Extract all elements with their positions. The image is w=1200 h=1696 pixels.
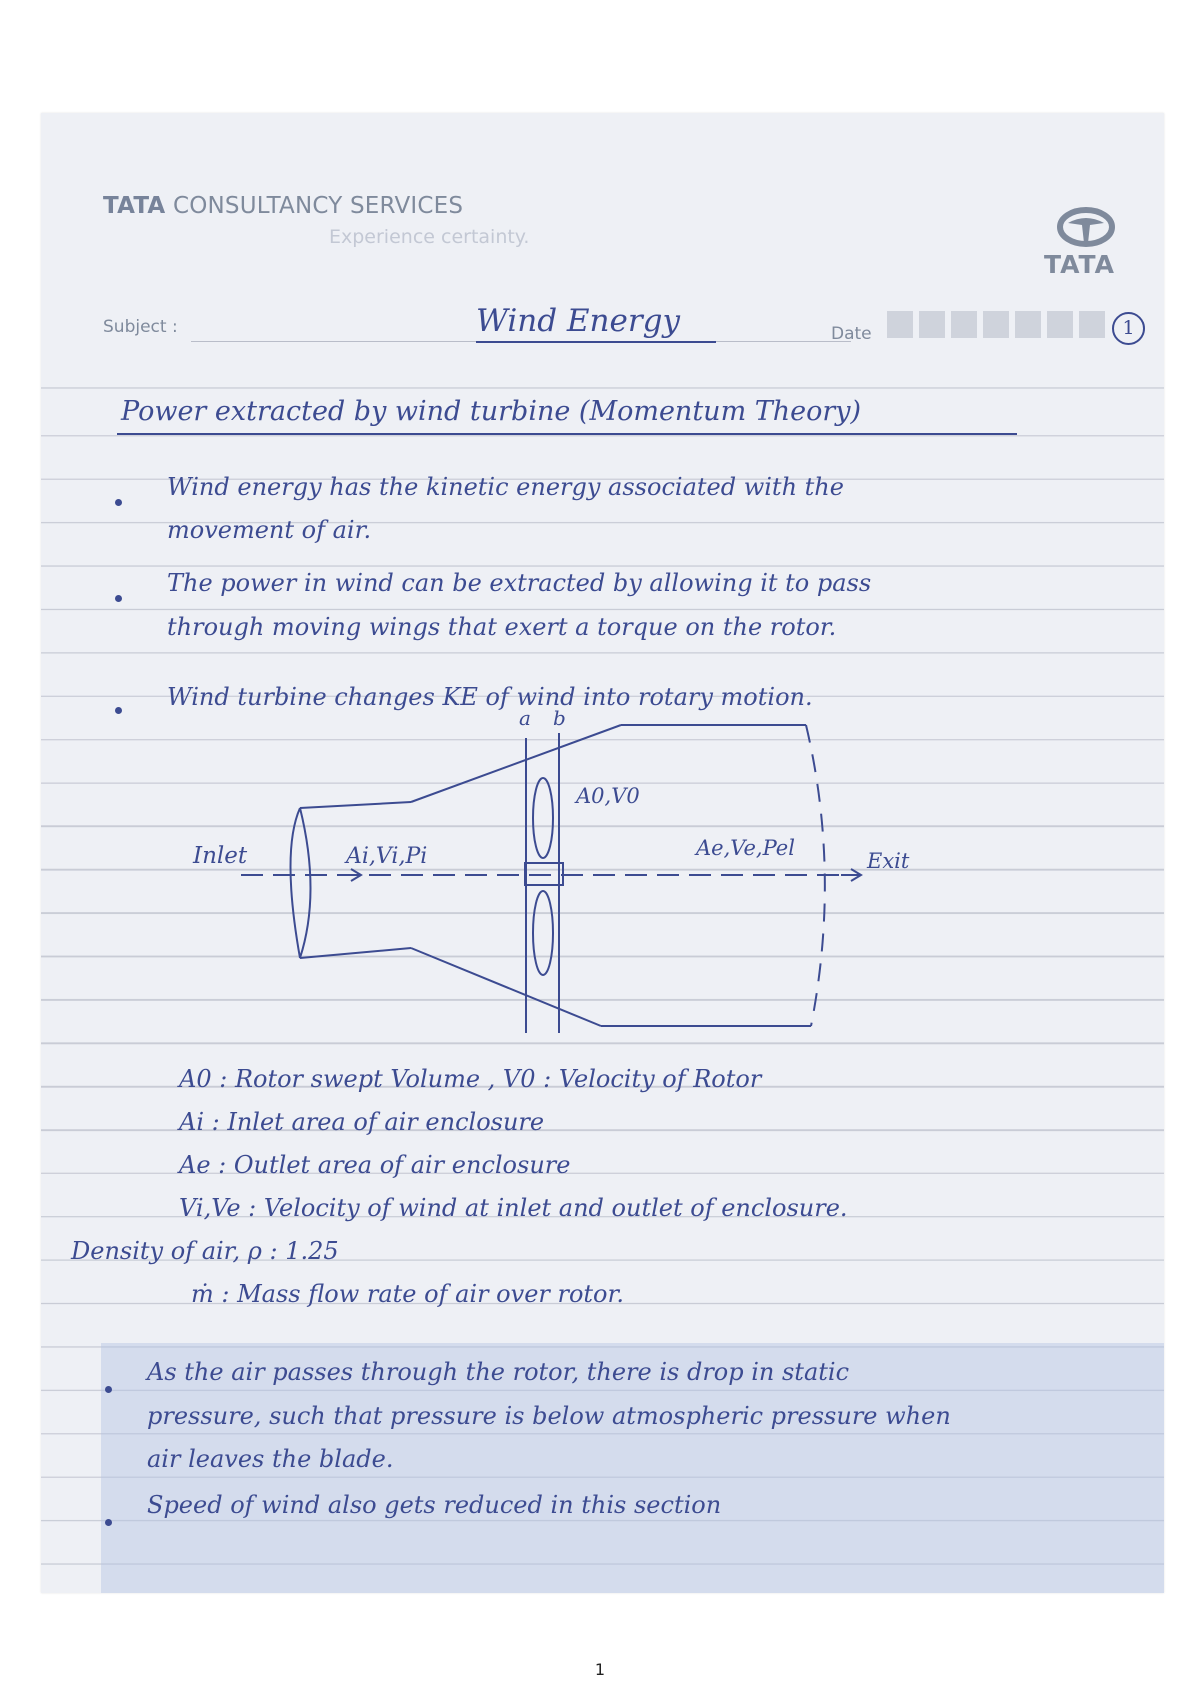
duct-bottom-inlet	[300, 948, 411, 958]
bullet-1-line-1: Wind energy has the kinetic energy associated with the	[167, 473, 844, 501]
tata-logo-text: TATA	[1044, 250, 1115, 279]
page-number: 1	[594, 1660, 606, 1679]
note-1-line-2: pressure, such that pressure is below atmospheric pressure when	[147, 1402, 951, 1430]
exit-arrow	[841, 869, 861, 881]
definition-line: ṁ : Mass flow rate of air over rotor.	[191, 1280, 624, 1308]
company-name-first: TATA	[103, 193, 166, 219]
company-tagline: Experience certainty.	[329, 226, 530, 248]
duct-top-inlet	[300, 802, 411, 808]
page-number-badge: 1	[1112, 312, 1145, 345]
notebook-page	[41, 113, 1164, 1593]
company-name-rest: CONSULTANCY SERVICES	[172, 193, 464, 219]
bullet-dot	[105, 1519, 112, 1526]
duct-bottom-diverge	[411, 948, 601, 1026]
date-label: Date	[831, 324, 872, 344]
label-a: a	[519, 706, 531, 730]
bullet-2-line-1: The power in wind can be extracted by allowing it to pass	[167, 569, 872, 597]
subject-label: Subject :	[103, 317, 178, 337]
definition-line: Density of air, ρ : 1.25	[71, 1237, 339, 1265]
definition-line: A0 : Rotor swept Volume , V0 : Velocity of Rotor	[179, 1065, 762, 1093]
note-1-line-1: As the air passes through the rotor, there is drop in static	[147, 1358, 850, 1386]
rotor-blade-bottom	[533, 891, 553, 975]
note-1-line-3: air leaves the blade.	[147, 1445, 394, 1473]
bullet-dot	[105, 1386, 112, 1393]
subject-title: Wind Energy	[476, 303, 681, 339]
rotor-blade-top	[533, 778, 553, 858]
bullet-2-line-2: through moving wings that exert a torque on the rotor.	[167, 613, 837, 641]
definition-line: Vi,Ve : Velocity of wind at inlet and outlet of enclosure.	[179, 1194, 848, 1222]
label-exit: Exit	[867, 849, 910, 873]
label-b: b	[553, 706, 566, 730]
bullet-1-line-2: movement of air.	[167, 516, 372, 544]
inlet-ellipse	[291, 808, 311, 958]
note-2-line-1: Speed of wind also gets reduced in this section	[147, 1491, 722, 1519]
definition-line: Ai : Inlet area of air enclosure	[179, 1108, 545, 1136]
definition-line: Ae : Outlet area of air enclosure	[179, 1151, 571, 1179]
inlet-arrow	[341, 869, 361, 881]
bullet-3-line-1: Wind turbine changes KE of wind into rotary motion.	[167, 683, 813, 711]
label-inlet: Inlet	[193, 843, 248, 869]
label-inlet-values: Ai,Vi,Pi	[346, 844, 428, 869]
section-heading: Power extracted by wind turbine (Momentum Theory)	[121, 396, 862, 427]
label-exit-values: Ae,Ve,Pel	[696, 836, 795, 860]
label-rotor: A0,V0	[576, 784, 640, 808]
